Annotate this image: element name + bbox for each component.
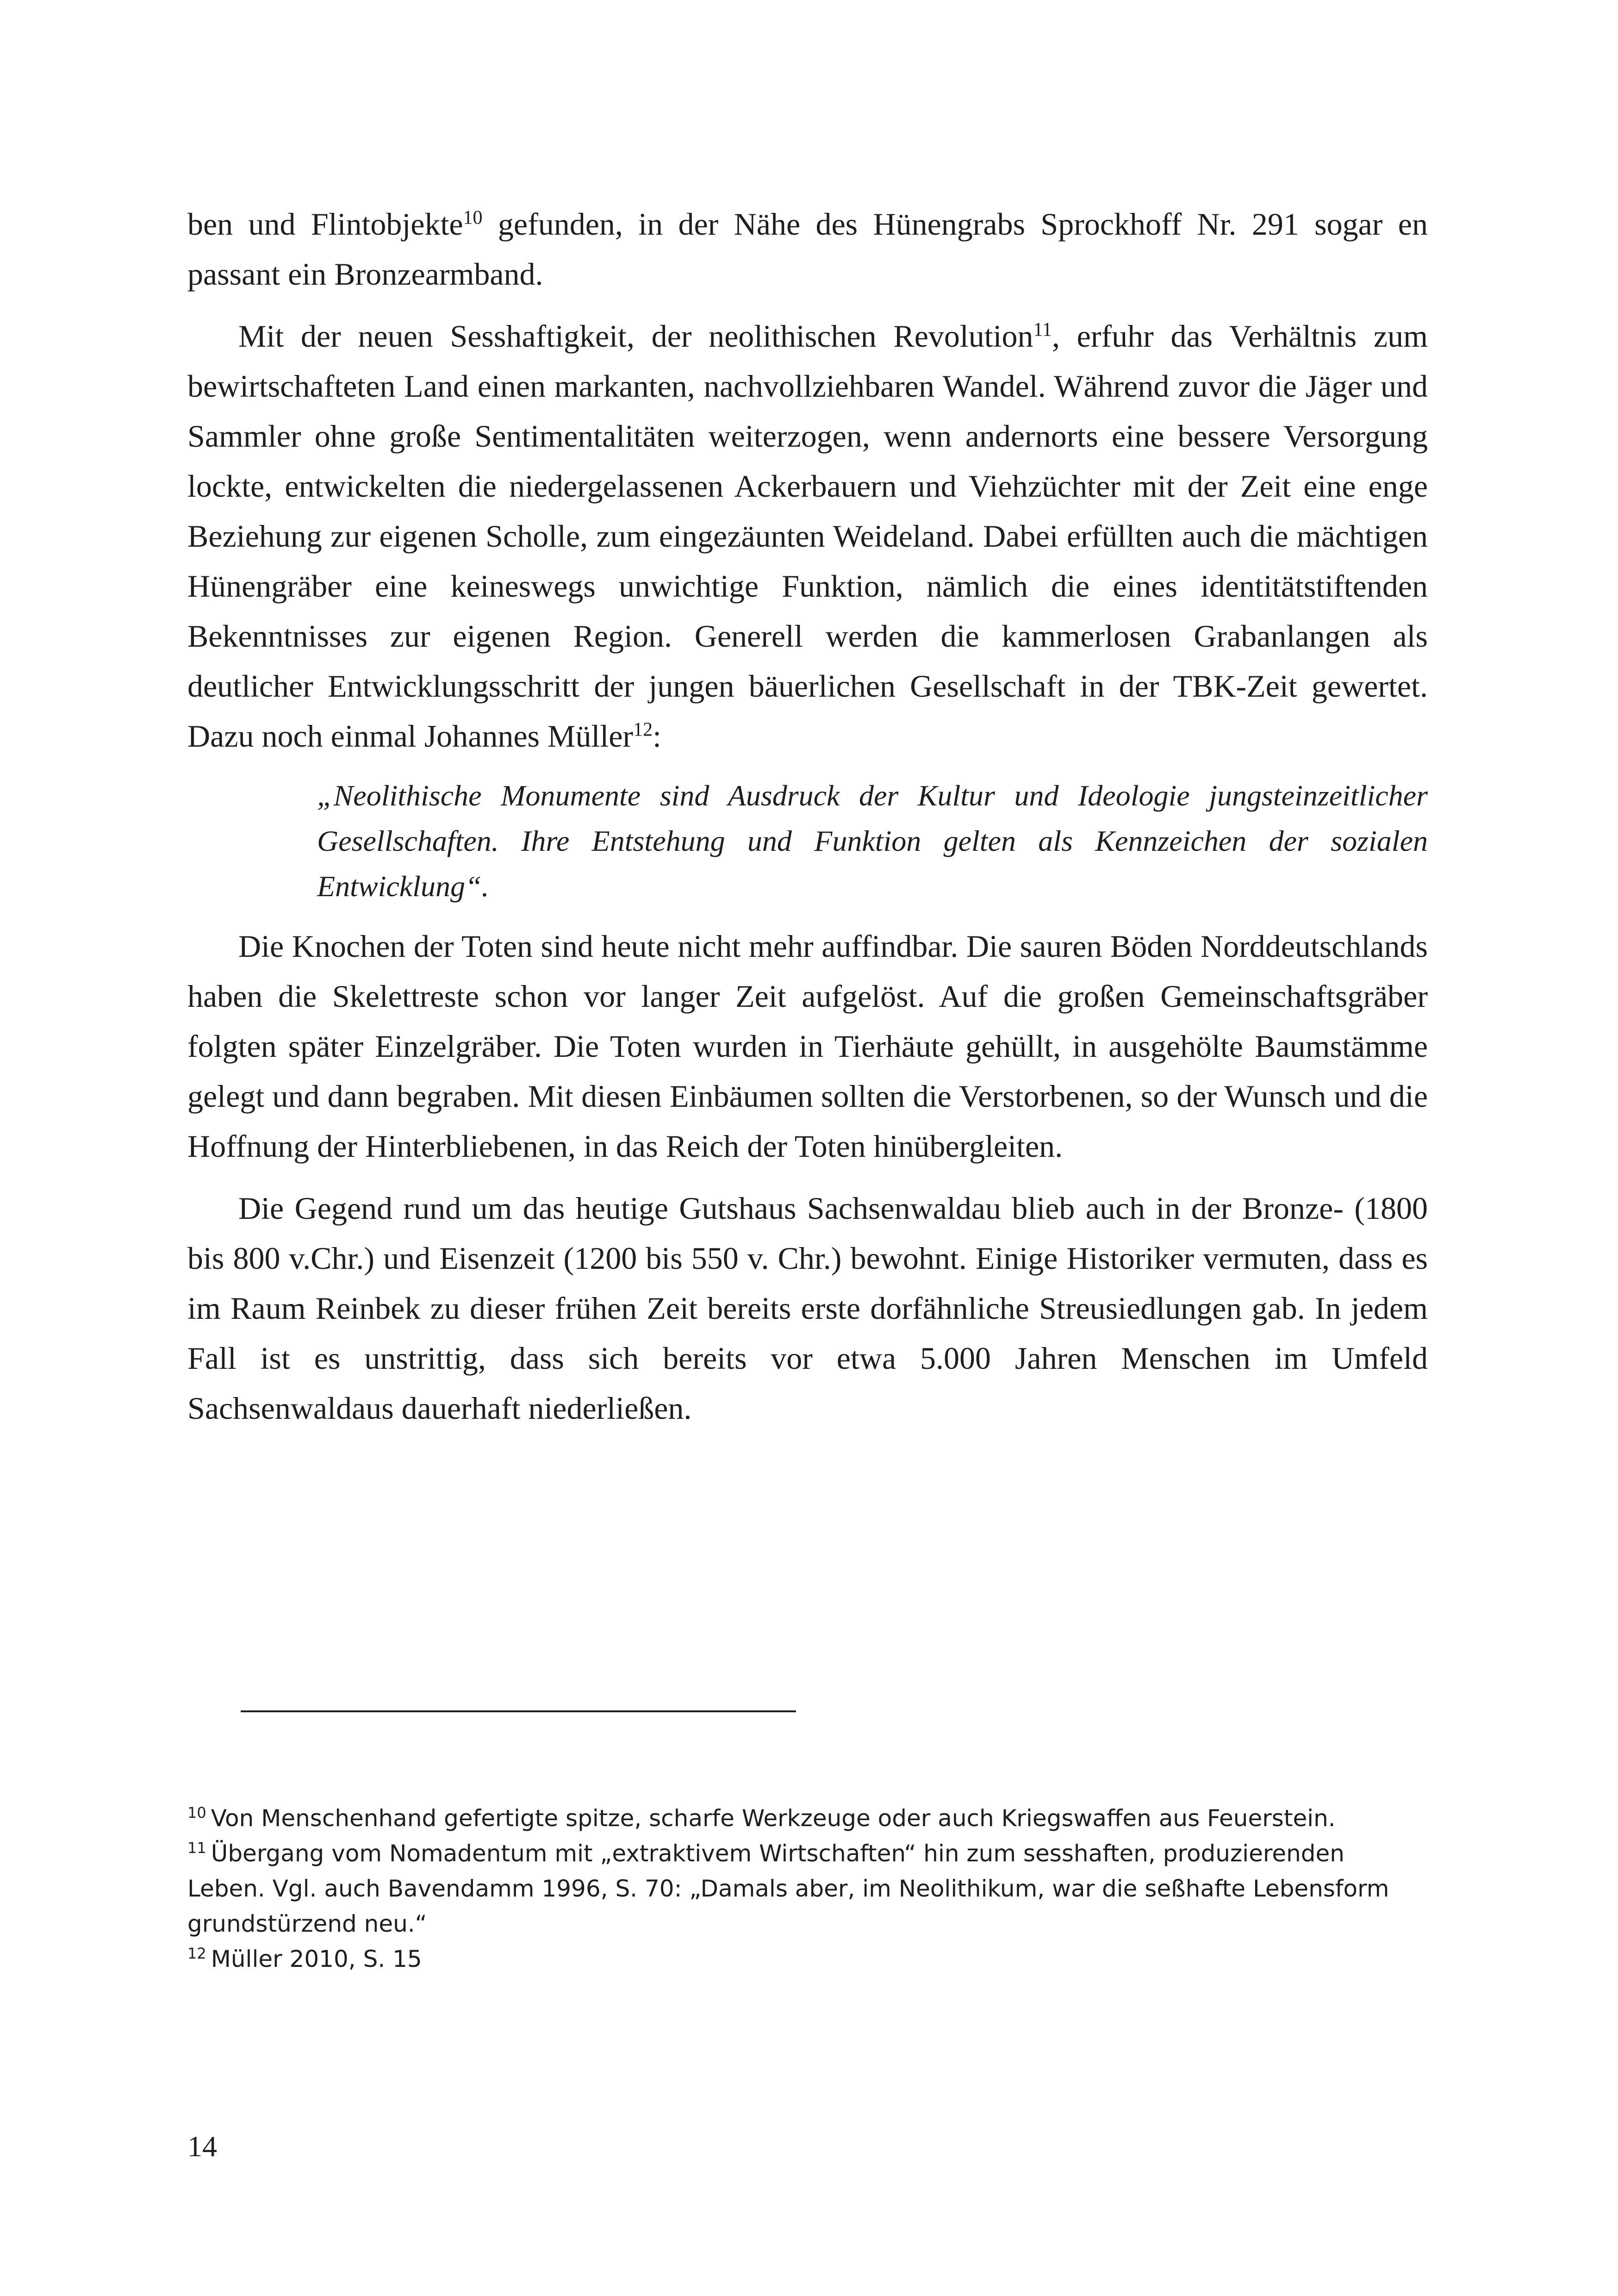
paragraph-1-text-b: gefunden, in der Nähe des Hünengrabs Sprockhoff Nr. 291 sogar en passant ein Bronzearmband.	[187, 206, 1428, 292]
footnote-number: 11	[187, 1839, 206, 1857]
footnote-ref-12[interactable]: 12	[633, 719, 653, 741]
footnotes	[187, 1801, 1428, 1977]
paragraph-1	[187, 199, 1428, 299]
page-number: 14	[187, 2130, 217, 2163]
footnote-text: Übergang vom Nomadentum mit „extraktivem Wirtschaften“ hin zum sesshaften, produzierenden Leben. Vgl. auch Bavendamm 1996, S. 70: „Damals aber, im Neolithikum, war die seßhafte Lebensform grundstürzend neu.“	[187, 1840, 1389, 1937]
paragraph-3: Die Knochen der Toten sind heute nicht mehr auffindbar. Die sauren Böden Norddeutschlands haben die Skelettreste schon vor langer Zeit aufgelöst. Auf die großen Gemeinschaftsgräber folgten später Einzelgräber. Die Toten wurden in Tierhäute gehüllt, in ausgehölte Baumstämme gelegt und dann begraben. Mit diesen Einbäumen sollten die Verstorbenen, so der Wunsch und die Hoffnung der Hinterbliebenen, in das Reich der Toten hinübergleiten.	[187, 929, 1428, 1164]
main-text	[187, 199, 1428, 1445]
footnote-number: 10	[187, 1804, 206, 1822]
footnote-text: Müller 2010, S. 15	[211, 1946, 422, 1972]
footnote-ref-10[interactable]: 10	[463, 207, 483, 229]
paragraph-1-text-a: ben und Flintobjekte	[187, 206, 463, 242]
footnote-10	[187, 1801, 1428, 1836]
footnote-11	[187, 1836, 1428, 1941]
block-quote: „Neolithische Monumente sind Ausdruck der Kultur und Ideologie jungsteinzeitlicher Gesellschaften. Ihre Entstehung und Funktion gelten als Kennzeichen der sozialen Entwicklung“.	[317, 779, 1428, 903]
footnote-ref-11[interactable]: 11	[1033, 319, 1052, 341]
paragraph-2-text-c: :	[653, 718, 661, 754]
paragraph-4: Die Gegend rund um das heutige Gutshaus Sachsenwaldau blieb auch in der Bronze- (1800 bis 800 v.Chr.) und Eisenzeit (1200 bis 550 v. Chr.) bewohnt. Einige Historiker vermuten, dass es im Raum Reinbek zu dieser frühen Zeit bereits erste dorfähnliche Streusiedlungen gab. In jedem Fall ist es unstrittig, dass sich bereits vor etwa 5.000 Jahren Menschen im Umfeld Sachsenwaldaus dauerhaft niederließen.	[187, 1191, 1428, 1426]
footnote-separator	[241, 1710, 796, 1712]
paragraph-2	[187, 311, 1428, 761]
footnote-text: Von Menschenhand gefertigte spitze, scharfe Werkzeuge oder auch Kriegswaffen aus Feuerstein.	[211, 1805, 1336, 1832]
footnote-12	[187, 1941, 1428, 1977]
paragraph-2-text-a: Mit der neuen Sesshaftigkeit, der neolithischen Revolution	[238, 318, 1033, 354]
footnote-number: 12	[187, 1945, 206, 1963]
paragraph-2-text-b: , erfuhr das Verhältnis zum bewirtschafteten Land einen markanten, nachvollziehbaren Wandel. Während zuvor die Jäger und Sammler ohne große Sentimentalitäten weiterzogen, wenn andernorts eine bessere Versorgung lockte, entwickelten die niedergelassenen Ackerbauern und Viehzüchter mit der Zeit eine enge Beziehung zur eigenen Scholle, zum eingezäunten Weideland. Dabei erfüllten auch die mächtigen Hünengräber eine keineswegs unwichtige Funktion, nämlich die eines identitätstiftenden Bekenntnisses zur eigenen Region. Generell werden die kammerlosen Grabanlangen als deutlicher Entwicklungsschritt der jungen bäuerlichen Gesellschaft in der TBK-Zeit gewertet. Dazu noch einmal Johannes Müller	[187, 318, 1428, 754]
